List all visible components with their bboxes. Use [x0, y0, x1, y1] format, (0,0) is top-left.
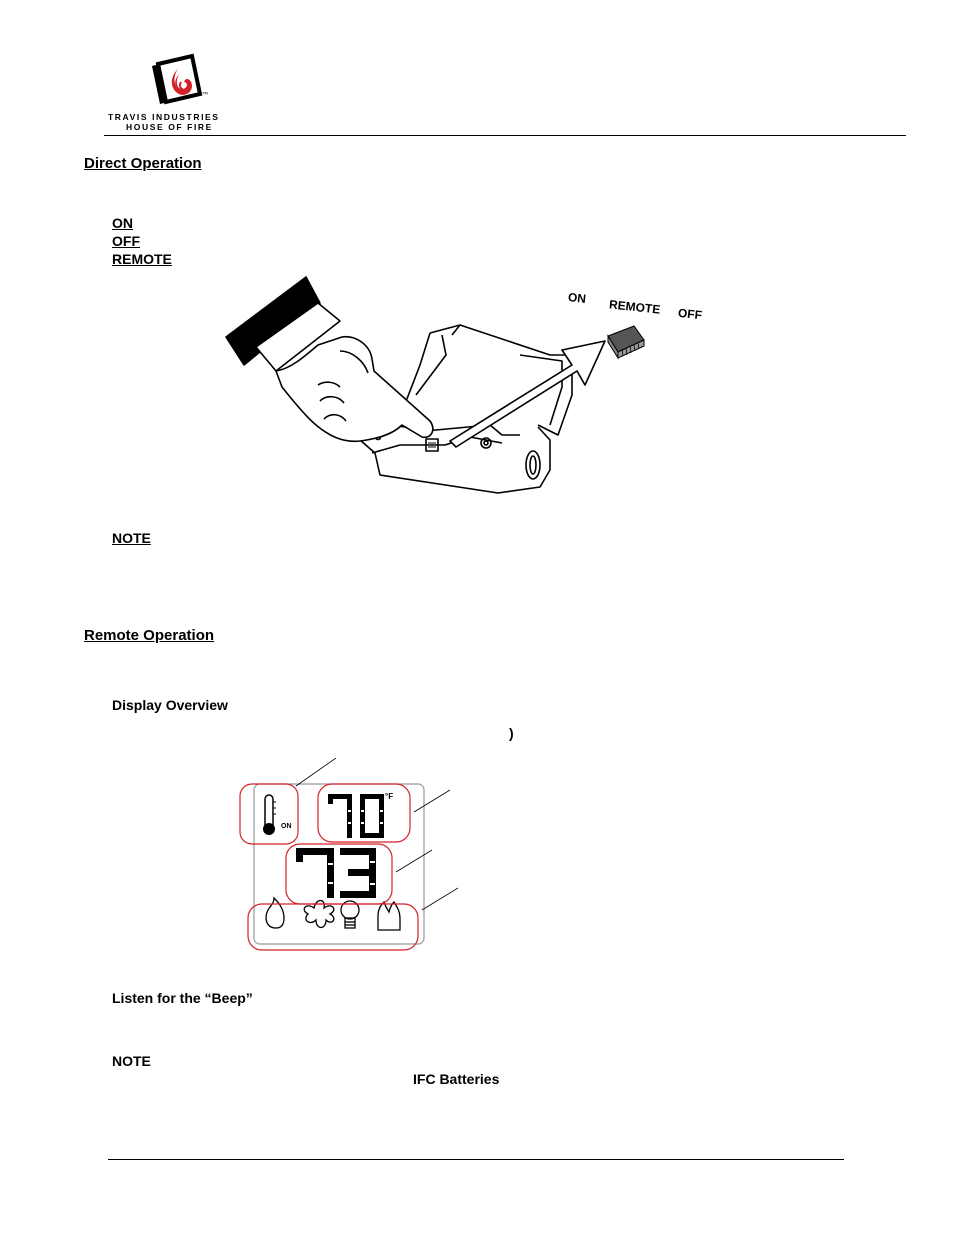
logo-brand-line1: TRAVIS INDUSTRIES [108, 112, 220, 122]
flame-logo-icon [148, 52, 218, 108]
footer-rule [108, 1159, 844, 1160]
beep-title: Listen for the “Beep” [112, 990, 253, 1006]
switch-off-label: OFF [677, 305, 703, 323]
dual-flame-icon [378, 902, 400, 930]
header-rule [104, 135, 906, 136]
ifc-batteries-label: IFC Batteries [413, 1071, 500, 1087]
mode-list [112, 215, 172, 269]
trademark-symbol: ™ [202, 92, 208, 98]
display-overview-title: Display Overview [112, 697, 228, 713]
lcd-unit-label: °F [385, 792, 394, 801]
travis-logo [108, 52, 248, 132]
mode-off-label: OFF [112, 233, 140, 249]
switch-remote-label: REMOTE [608, 297, 661, 317]
direct-note-label: NOTE [112, 530, 151, 546]
lcd-display-figure [236, 758, 466, 958]
mode-remote-label: REMOTE [112, 251, 172, 267]
slide-switch-knob-icon [604, 320, 650, 360]
direct-operation-heading: Direct Operation [84, 155, 202, 172]
flame-icon [266, 898, 284, 928]
logo-brand-line2: HOUSE OF FIRE [126, 122, 213, 132]
remote-note-label: NOTE [112, 1053, 151, 1069]
display-overview-fragment: ) [509, 725, 514, 741]
lcd-room-temperature [236, 760, 237, 761]
remote-operation-heading: Remote Operation [84, 627, 215, 644]
mode-on-label: ON [112, 215, 133, 231]
light-bulb-icon [341, 901, 359, 928]
lcd-set-temperature [236, 758, 237, 759]
thermometer-icon [263, 795, 276, 835]
lcd-on-label: ON [281, 823, 292, 830]
receiver-switch-figure [220, 275, 720, 500]
switch-on-label: ON [567, 290, 587, 306]
lcd-display-illustration [236, 758, 466, 958]
